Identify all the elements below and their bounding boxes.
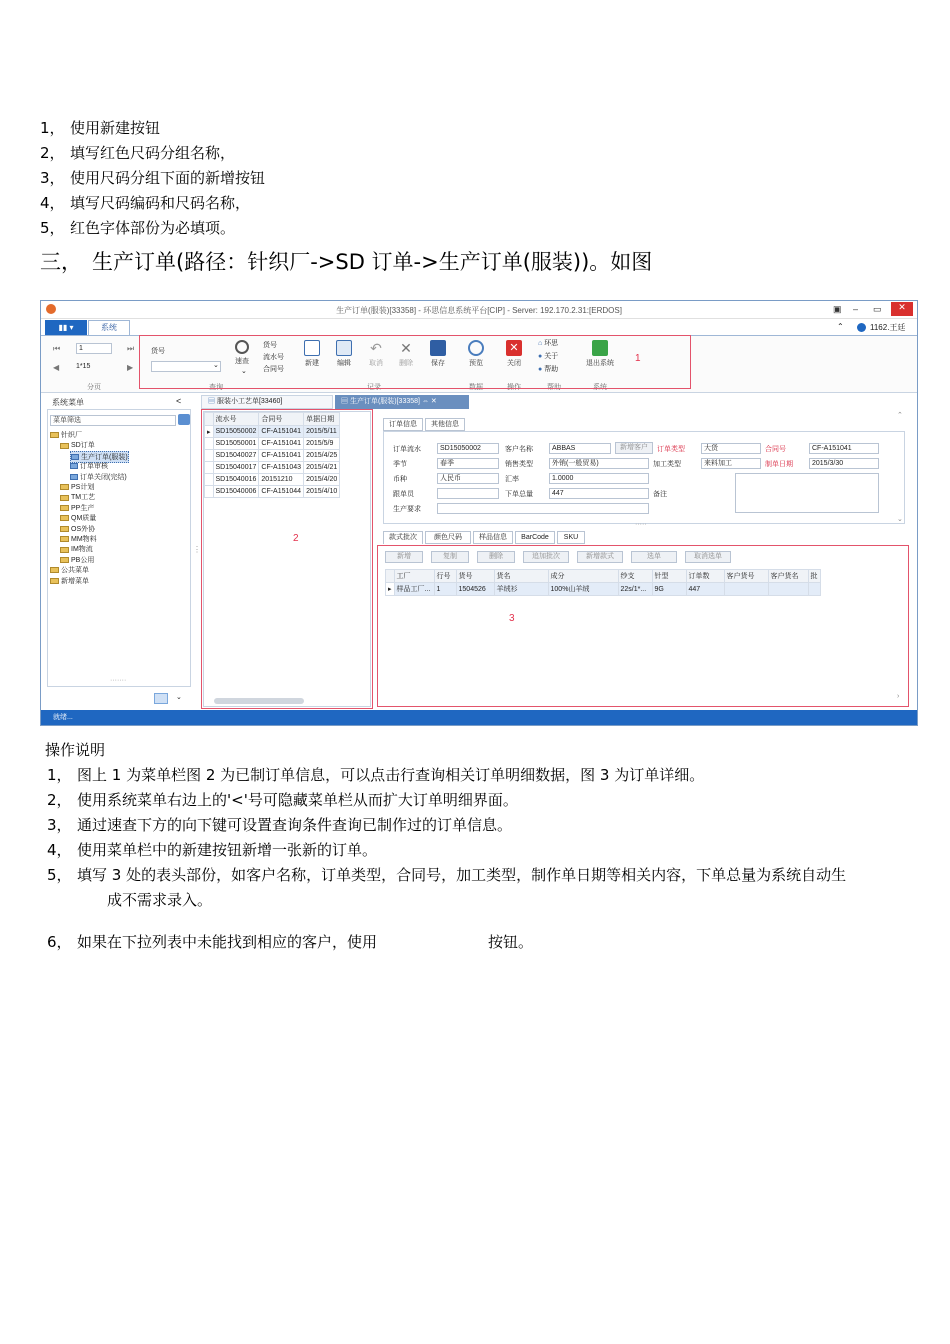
folder-icon	[60, 443, 69, 449]
close-window-icon[interactable]: ✕	[891, 302, 913, 316]
menu-tree-item[interactable]	[60, 440, 95, 450]
detail-action-button[interactable]: 新增	[385, 551, 423, 563]
close-button[interactable]: ✕ 关闭	[507, 342, 521, 367]
requirement-field[interactable]	[437, 503, 649, 514]
tab-other-info[interactable]: 其他信息	[425, 418, 465, 431]
menu-tree-label: MM物料	[71, 536, 97, 543]
doc-tab-icon: ▤	[208, 398, 215, 405]
detail-sub-tab[interactable]: BarCode	[515, 531, 555, 544]
view-dropdown-icon[interactable]: ⌄	[176, 694, 182, 701]
serial-field[interactable]: SD15050002	[437, 443, 499, 454]
menu-tree	[50, 430, 190, 590]
date-label: 制单日期	[765, 461, 793, 468]
next-page-icon[interactable]: ▶	[127, 363, 134, 372]
intro-step-1: 1， 使用新建按钮	[40, 119, 161, 137]
house-icon: ⌂	[538, 340, 543, 347]
instruction-line	[77, 890, 212, 910]
quick-search-button[interactable]: 速查	[229, 340, 255, 366]
instruction-line	[47, 790, 518, 810]
instruction-number: 5，	[47, 866, 72, 884]
group-label-help: 帮助	[547, 384, 561, 391]
marker-box-1	[139, 335, 691, 389]
instruction-line	[488, 932, 533, 952]
doc-tab-icon: ▤	[341, 398, 348, 405]
column-header[interactable]: 订单数	[686, 570, 724, 583]
marker-3: 3	[509, 613, 515, 624]
help-item-3[interactable]: ● 帮助	[538, 366, 559, 373]
menu-tree-item[interactable]	[60, 544, 93, 554]
undo-icon: ↶	[370, 340, 382, 356]
folder-icon	[60, 484, 69, 490]
rate-label: 汇率	[505, 476, 519, 483]
merchandiser-label: 跟单员	[393, 491, 414, 498]
instruction-line	[47, 932, 377, 952]
sidebar-collapse-button[interactable]: <	[176, 396, 182, 406]
customer-label: 客户名称	[505, 446, 533, 453]
instruction-text: 通过速查下方的向下键可设置查询条件查询已制作过的订单信息。	[77, 816, 513, 834]
query-option-3[interactable]: 合同号	[263, 366, 284, 373]
merchandiser-field[interactable]	[437, 488, 499, 499]
section-heading: 三， 生产订单(路径：针织厂->SD 订单->生产订单(服装))。如图	[40, 250, 653, 274]
instruction-number: 6，	[47, 933, 72, 951]
menu-tree-label: PB公用	[71, 556, 95, 564]
app-menu-button[interactable]: ▮▮ ▾	[45, 320, 87, 335]
folder-icon	[60, 557, 69, 563]
row-indicator: ▸	[205, 426, 214, 438]
season-label: 季节	[393, 461, 407, 468]
order-type-field[interactable]: 大货	[701, 443, 761, 454]
detail-sub-tab[interactable]: 颜色尺码	[425, 531, 471, 544]
table-cell[interactable]: 1504526	[456, 583, 494, 596]
sidebar-title: 系统菜单	[52, 398, 84, 407]
menu-tree-item[interactable]	[70, 472, 127, 482]
group-label-system: 系统	[593, 384, 607, 391]
detail-sub-tab[interactable]: 款式批次	[383, 531, 423, 544]
help-item-1[interactable]: ⌂ 环思	[538, 340, 559, 347]
total-field[interactable]: 447	[549, 488, 649, 499]
detail-sub-tab[interactable]: 样品信息	[473, 531, 513, 544]
column-header[interactable]: 纱支	[618, 570, 652, 583]
filter-search-icon[interactable]	[178, 414, 190, 425]
table-cell[interactable]: 2015/4/10	[304, 486, 340, 498]
menu-tree-label: 公共菜单	[61, 567, 89, 575]
detail-action-button[interactable]: 新增款式	[577, 551, 623, 563]
detail-action-button[interactable]: 复制	[431, 551, 469, 563]
table-cell[interactable]: CF-A151044	[259, 486, 304, 498]
sidebar-splitter[interactable]: ⋮	[193, 545, 201, 554]
query-option-2[interactable]: 流水号	[263, 354, 284, 361]
document-icon	[71, 454, 79, 460]
row-indicator: ▸	[386, 583, 395, 596]
table-cell[interactable]: SD15040027	[213, 450, 259, 462]
minimize-icon[interactable]: –	[853, 304, 859, 314]
instruction-number: 1，	[47, 766, 72, 784]
exit-system-button[interactable]: 退出系统	[581, 340, 619, 368]
folder-icon	[60, 515, 69, 521]
menu-tree-item[interactable]	[50, 430, 82, 440]
process-type-field[interactable]: 来料加工	[701, 458, 761, 469]
group-label-paging: 分页	[87, 384, 101, 391]
column-header[interactable]: 成分	[548, 570, 618, 583]
query-field-label: 货号	[151, 348, 165, 355]
menu-tree-label: TM工艺	[71, 494, 96, 502]
instructions-title: 操作说明	[45, 741, 106, 759]
instruction-line	[47, 840, 377, 860]
column-header[interactable]: 工厂	[394, 570, 434, 583]
intro-step-3: 3， 使用尺码分组下面的新增按钮	[40, 169, 266, 187]
document-icon	[70, 463, 78, 469]
table-cell[interactable]: SD15050002	[213, 426, 259, 438]
folder-icon	[50, 432, 59, 438]
tab-system[interactable]: 系统	[88, 320, 130, 335]
chevron-down-icon[interactable]: ⌄	[213, 362, 219, 369]
sidebar	[44, 395, 194, 709]
remark-field[interactable]	[735, 473, 879, 513]
instruction-text: 填写 3 处的表头部份，如客户名称，订单类型，合同号，加工类型，制作单日期等相关内容，下单总量为系统自动生	[77, 866, 847, 884]
table-cell[interactable]: SD15040016	[213, 474, 259, 486]
group-label-query: 查询	[209, 384, 223, 391]
tree-view-icon[interactable]	[154, 693, 168, 704]
ribbon-collapse-icon[interactable]: ⌃	[837, 322, 844, 331]
table-cell[interactable]: 9G	[652, 583, 686, 596]
close-icon: ✕	[506, 340, 522, 356]
folder-icon	[50, 567, 59, 573]
search-options-icon[interactable]: ⌄	[241, 368, 247, 375]
page-input[interactable]: 1	[76, 343, 112, 354]
season-field[interactable]: 春季	[437, 458, 499, 469]
edit-button[interactable]: 编辑	[331, 340, 357, 368]
scroll-right-icon[interactable]: ›	[897, 693, 900, 700]
currency-label: 币种	[393, 476, 407, 483]
group-label-op: 操作	[507, 384, 521, 391]
process-type-label: 加工类型	[653, 461, 681, 468]
menu-tree-label: IM物流	[71, 546, 93, 554]
table-cell[interactable]: 2015/4/20	[304, 474, 340, 486]
table-cell[interactable]: CF-A151041	[259, 438, 304, 450]
column-header[interactable]: 货名	[494, 570, 548, 583]
tab-order-info[interactable]: 订单信息	[383, 418, 423, 431]
table-cell[interactable]: SD15040017	[213, 462, 259, 474]
total-label: 下单总量	[505, 491, 533, 498]
column-header[interactable]: 单据日期	[304, 413, 340, 426]
help-item-2[interactable]: ● 关于	[538, 353, 559, 360]
remark-label: 备注	[653, 491, 667, 498]
instruction-number: 3，	[47, 816, 72, 834]
order-header-panel	[379, 411, 907, 529]
menu-tree-item[interactable]	[50, 565, 89, 575]
table-cell[interactable]: 2015/4/21	[304, 462, 340, 474]
detail-action-button[interactable]: 追加批次	[523, 551, 569, 563]
menu-tree-label: 订单审核	[80, 463, 108, 471]
table-cell[interactable]: 2015/5/9	[304, 438, 340, 450]
page-count: 1*15	[76, 363, 91, 370]
new-customer-button[interactable]: 新增客户	[615, 442, 653, 454]
table-cell[interactable]: 20151210	[259, 474, 304, 486]
intro-step-4: 4， 填写尺码编码和尺码名称，	[40, 194, 251, 212]
new-button[interactable]: 新建	[299, 340, 325, 368]
menu-tree-label: 生产订单(服装)	[81, 453, 128, 461]
column-header[interactable]: 批	[808, 570, 820, 583]
menu-tree-label: PP生产	[71, 504, 95, 512]
detail-action-button[interactable]: 选单	[631, 551, 677, 563]
prev-page-icon[interactable]: ◀	[53, 363, 60, 372]
column-header[interactable]: 流水号	[213, 413, 259, 426]
instruction-text: 图上 1 为菜单栏图 2 为已制订单信息，可以点击行查询相关订单明细数据，图 3 为订单详细。	[77, 766, 705, 784]
marker-box-3	[377, 545, 909, 707]
title-bar	[41, 301, 917, 319]
group-label-record: 记录	[367, 384, 381, 391]
table-cell[interactable]: 样品工厂...	[394, 583, 434, 596]
column-header[interactable]: 针型	[652, 570, 686, 583]
folder-icon	[60, 495, 69, 501]
table-cell[interactable]: CF-A151041	[259, 426, 304, 438]
column-header[interactable]: 合同号	[259, 413, 304, 426]
instruction-text: 按钮。	[488, 933, 534, 951]
scroll-down-icon[interactable]: ⌄	[897, 516, 903, 523]
table-cell[interactable]: 22s/1*...	[618, 583, 652, 596]
maximize-icon[interactable]: ▭	[873, 304, 882, 314]
menu-tree-item[interactable]	[60, 492, 95, 502]
preview-button[interactable]: 预览	[463, 340, 489, 368]
menu-tree-label: QM质量	[71, 515, 97, 523]
group-label-data: 数据	[469, 384, 483, 391]
save-button[interactable]: 保存	[425, 340, 451, 368]
contract-label: 合同号	[765, 446, 786, 453]
table-cell[interactable]: 2015/4/25	[304, 450, 340, 462]
scroll-up-icon[interactable]: ⌃	[897, 412, 903, 419]
delete-button[interactable]: ✕ 删除	[399, 340, 413, 367]
contract-field[interactable]: CF-A151041	[809, 443, 879, 454]
app-window	[40, 300, 918, 726]
instruction-number: 4，	[47, 841, 72, 859]
menu-filter-input[interactable]: 菜单筛选	[50, 415, 176, 426]
sales-type-field[interactable]: 外销(一般贸易)	[549, 458, 649, 469]
detail-action-button[interactable]: 取消选单	[685, 551, 731, 563]
table-cell[interactable]: 2015/5/11	[304, 426, 340, 438]
menu-tree-label: PS计划	[71, 484, 95, 491]
instruction-text: 使用菜单栏中的新建按钮新增一张新的订单。	[77, 841, 378, 859]
requirement-label: 生产要求	[393, 506, 421, 513]
folder-icon	[60, 536, 69, 542]
help-icon: ●	[538, 366, 543, 373]
rate-field[interactable]: 1.0000	[549, 473, 649, 484]
document-icon	[70, 474, 78, 480]
folder-icon	[60, 505, 69, 511]
order-type-label: 订单类型	[657, 446, 685, 453]
folder-icon	[60, 547, 69, 553]
splitter-grip[interactable]: ·······	[110, 677, 127, 684]
serial-label: 订单流水	[393, 446, 421, 453]
table-cell[interactable]: 羊绒衫	[494, 583, 548, 596]
marker-box-2	[201, 409, 373, 709]
intro-step-2: 2， 填写红色尺码分组名称，	[40, 144, 236, 162]
query-option-1[interactable]: 货号	[263, 342, 277, 349]
table-cell[interactable]: CF-A151041	[259, 450, 304, 462]
status-bar: 就绪...	[41, 710, 917, 725]
last-page-icon[interactable]: ⏭	[127, 344, 135, 353]
intro-step-5: 5， 红色字体部份为必填项。	[40, 219, 236, 237]
doc-tab-craft[interactable]: ▤ 服装小工艺单[33460]	[201, 395, 333, 409]
table-cell[interactable]: SD15040006	[213, 486, 259, 498]
menu-tree-label: 针织厂	[61, 432, 82, 439]
detail-sub-tab[interactable]: SKU	[557, 531, 585, 544]
menu-tree-item[interactable]	[70, 461, 108, 471]
menu-tree-item[interactable]	[60, 534, 97, 544]
marker-2: 2	[293, 533, 299, 544]
table-cell[interactable]: 447	[686, 583, 724, 596]
table-cell[interactable]: 100%山羊绒	[548, 583, 618, 596]
user-name: 1162.王廷	[870, 323, 906, 332]
first-page-icon[interactable]: ⏮	[53, 344, 61, 353]
currency-field[interactable]: 人民币	[437, 473, 499, 484]
marker-1: 1	[635, 353, 641, 364]
column-header[interactable]: 行号	[434, 570, 456, 583]
instruction-line	[47, 815, 512, 835]
folder-icon	[60, 526, 69, 532]
header-splitter[interactable]: ·····	[635, 521, 647, 528]
window-title: 生产订单(服装)[33358] - 环思信息系统平台[CIP] - Server: 192.170.2.31:[ERDOS]	[336, 306, 622, 315]
user-status-icon	[857, 323, 866, 332]
detail-action-button[interactable]: 删除	[477, 551, 515, 563]
instruction-number: 2，	[47, 791, 72, 809]
menu-tree-label: 订单关闭(完结)	[80, 473, 127, 481]
info-icon: ●	[538, 353, 543, 360]
ribbon-tab-row	[41, 319, 917, 335]
folder-icon	[50, 578, 59, 584]
menu-tree-item[interactable]	[60, 555, 94, 565]
menu-tree-label: SD订单	[71, 442, 95, 450]
sales-type-label: 销售类型	[505, 461, 533, 468]
column-header[interactable]: 客户货号	[724, 570, 768, 583]
date-field[interactable]: 2015/3/30	[809, 458, 879, 469]
column-header[interactable]: 货号	[456, 570, 494, 583]
table-cell[interactable]: 1	[434, 583, 456, 596]
menu-tree-item[interactable]	[50, 576, 89, 586]
column-header[interactable]: 客户货名	[768, 570, 808, 583]
doc-tab-order[interactable]: ▤ 生产订单(服装)[33358] ⇔ ✕	[335, 395, 469, 409]
customer-field[interactable]: ABBAS	[549, 443, 611, 454]
menu-tree-label: 新增菜单	[61, 577, 89, 585]
instruction-text: 成不需求录入。	[107, 891, 213, 909]
menu-tree-item[interactable]	[60, 503, 94, 513]
menu-tree-item[interactable]	[60, 482, 94, 492]
x-icon: ✕	[400, 340, 412, 356]
menu-tree-item[interactable]	[60, 513, 96, 523]
menu-tree-item[interactable]	[60, 524, 95, 534]
cancel-button[interactable]: ↶ 取消	[369, 340, 383, 367]
instruction-line	[47, 865, 846, 885]
restore-icon[interactable]: ▣	[833, 304, 842, 314]
table-cell[interactable]: CF-A151043	[259, 462, 304, 474]
pin-icon[interactable]: ⇔	[421, 398, 429, 405]
instruction-line	[47, 765, 704, 785]
instruction-text: 使用系统菜单右边上的'<'号可隐藏菜单栏从而扩大订单明细界面。	[77, 791, 518, 809]
instruction-text: 如果在下拉列表中未能找到相应的客户，使用	[77, 933, 378, 951]
menu-tree-label: OS外协	[71, 525, 96, 533]
table-cell[interactable]: SD15050001	[213, 438, 259, 450]
tab-close-icon[interactable]: ✕	[430, 398, 437, 405]
